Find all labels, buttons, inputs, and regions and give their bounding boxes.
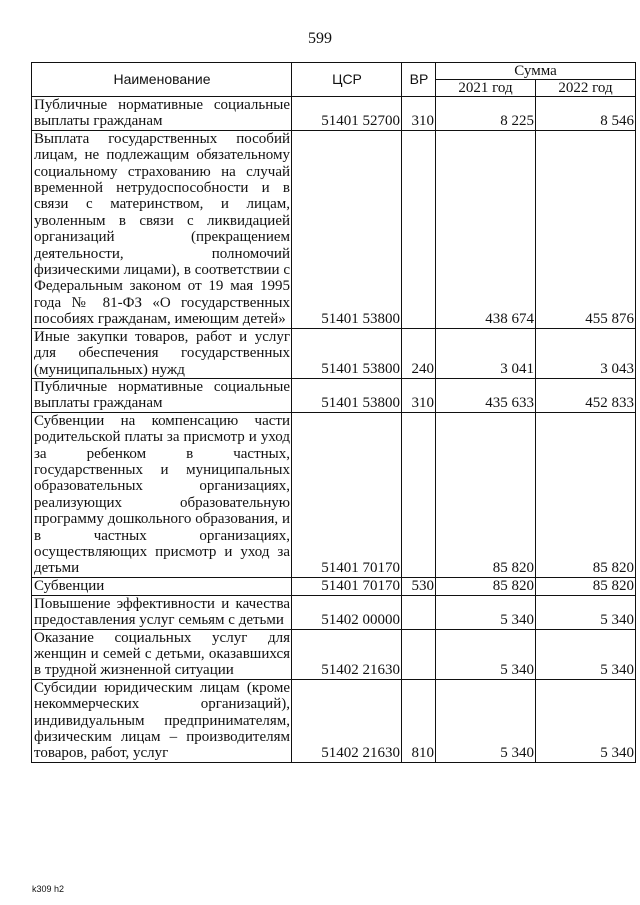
row-csr: 51402 21630 [292,679,402,762]
table-row [32,577,636,595]
row-csr: 51401 70170 [292,412,402,577]
table-row [32,328,636,378]
row-vr: 310 [402,378,436,412]
row-sum-2021: 8 225 [436,97,536,131]
row-sum-2022: 5 340 [536,629,636,679]
row-csr: 51401 70170 [292,577,402,595]
row-sum-2022: 452 833 [536,378,636,412]
row-sum-2021: 438 674 [436,130,536,328]
row-sum-2022: 455 876 [536,130,636,328]
table-row [32,378,636,412]
budget-table [31,62,636,763]
row-name: Выплата государственных пособий лицам, не подлежащим обязательному социальному страхованию на случай временной нетрудоспособности и в связи с материнством, и лицам, уволенным в связи с ликвидацией организаций (прекращением деятельности, полномочий физическими лицами), в соответствии с Федеральным законом от 19 мая 1995 года № 81-ФЗ «О государственных пособиях гражданам, имеющим детей» [32,130,292,328]
row-name: Субвенции [32,577,292,595]
row-sum-2021: 435 633 [436,378,536,412]
row-name: Субсидии юридическим лицам (кроме некоммерческих организаций), индивидуальным предпринимателям, физическим лицам – производителям товаров, работ, услуг [32,679,292,762]
row-csr: 51401 53800 [292,378,402,412]
row-csr: 51402 00000 [292,595,402,629]
row-sum-2021: 85 820 [436,412,536,577]
row-sum-2022: 85 820 [536,412,636,577]
row-csr: 51401 53800 [292,130,402,328]
header-year-2022: 2022 год [536,80,636,97]
table-row [32,679,636,762]
row-sum-2022: 85 820 [536,577,636,595]
row-csr: 51401 52700 [292,97,402,131]
row-vr: 240 [402,328,436,378]
header-vr: ВР [402,63,436,97]
row-sum-2021: 85 820 [436,577,536,595]
header-csr: ЦСР [292,63,402,97]
row-name: Публичные нормативные социальные выплаты гражданам [32,97,292,131]
row-vr [402,595,436,629]
row-sum-2022: 3 043 [536,328,636,378]
header-sum: Сумма [436,63,636,80]
table-row [32,412,636,577]
page-number: 599 [308,30,332,47]
row-sum-2022: 8 546 [536,97,636,131]
table-row [32,97,636,131]
row-vr [402,412,436,577]
row-sum-2021: 5 340 [436,595,536,629]
footer-code: k309 h2 [32,884,65,894]
table-row [32,130,636,328]
table-row [32,595,636,629]
row-csr: 51401 53800 [292,328,402,378]
row-sum-2022: 5 340 [536,595,636,629]
row-name: Публичные нормативные социальные выплаты гражданам [32,378,292,412]
header-row [32,63,636,80]
row-sum-2022: 5 340 [536,679,636,762]
row-name: Субвенции на компенсацию части родительской платы за присмотр и уход за ребенком в частных, государственных и муниципальных образовательных организациях, реализующих образовательную программу дошкольного образования, и в частных организациях, осуществляющих присмотр и уход за детьми [32,412,292,577]
header-name: Наименование [32,63,292,97]
row-sum-2021: 5 340 [436,679,536,762]
row-sum-2021: 5 340 [436,629,536,679]
row-vr [402,130,436,328]
row-vr: 310 [402,97,436,131]
row-vr: 810 [402,679,436,762]
row-vr [402,629,436,679]
row-sum-2021: 3 041 [436,328,536,378]
row-name: Иные закупки товаров, работ и услуг для обеспечения государственных (муниципальных) нужд [32,328,292,378]
table-row [32,629,636,679]
row-csr: 51402 21630 [292,629,402,679]
row-vr: 530 [402,577,436,595]
row-name: Оказание социальных услуг для женщин и семей с детьми, оказавшихся в трудной жизненной ситуации [32,629,292,679]
row-name: Повышение эффективности и качества предоставления услуг семьям с детьми [32,595,292,629]
header-year-2021: 2021 год [436,80,536,97]
